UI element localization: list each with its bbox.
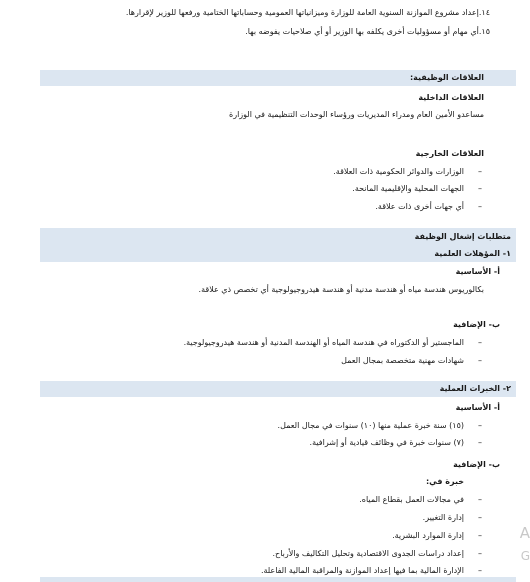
- experience-in-item: إعداد دراسات الجدوى الاقتصادية وتحليل التكاليف والأرباح.: [272, 549, 464, 558]
- external-relations-title: العلاقات الخارجية: [415, 149, 484, 158]
- external-item: الجهات المحلية والإقليمية المانحة.: [352, 184, 464, 193]
- bullet-dash: –: [478, 202, 482, 211]
- bullet-dash: –: [478, 495, 482, 504]
- bullet-dash: –: [478, 438, 482, 447]
- experience-title: ٢- الخبرات العملية: [439, 384, 511, 393]
- experience-in-label: خبرة في:: [425, 477, 464, 486]
- task-item-15: ١٥.أي مهام أو مسؤوليات أخرى يكلفه بها الوزير أو أي صلاحيات يفوضه بها.: [245, 27, 490, 36]
- bullet-dash: –: [478, 566, 482, 575]
- qualifications-additional-label: ب- الإضافية: [453, 320, 500, 329]
- edge-glyph: A: [519, 524, 530, 542]
- qualifications-basic-label: أ- الأساسية: [455, 267, 500, 276]
- bullet-dash: –: [478, 421, 482, 430]
- experience-basic-item: (١٥) سنة خبرة عملية منها (١٠) سنوات في مجال العمل.: [277, 421, 464, 430]
- experience-in-item: في مجالات العمل بقطاع المياه.: [359, 495, 464, 504]
- external-item: الوزارات والدوائر الحكومية ذات العلاقة.: [333, 167, 464, 176]
- qualifications-basic-text: بكالوريوس هندسة مياه أو هندسة مدنية أو هندسة هيدروجيولوجية أي تخصص ذي علاقة.: [198, 285, 484, 294]
- experience-additional-label: ب- الإضافية: [453, 460, 500, 469]
- external-item: أي جهات أخرى ذات علاقة.: [375, 202, 464, 211]
- bullet-dash: –: [478, 531, 482, 540]
- experience-in-item: إدارة التغيير.: [422, 513, 464, 522]
- experience-in-item: الإدارة المالية بما فيها إعداد الموازنة والمراقبة المالية الفاعلة.: [260, 566, 464, 575]
- experience-basic-item: (٧) سنوات خبرة في وظائف قيادية أو إشرافية.: [309, 438, 464, 447]
- bullet-dash: –: [478, 167, 482, 176]
- bullet-dash: –: [478, 549, 482, 558]
- experience-basic-label: أ- الأساسية: [455, 403, 500, 412]
- internal-relations-text: مساعدو الأمين العام ومدراء المديريات ورؤساء الوحدات التنظيمية في الوزارة: [229, 110, 484, 119]
- qualification-additional-item: شهادات مهنية متخصصة بمجال العمل: [341, 356, 464, 365]
- edge-glyph: G: [520, 549, 530, 563]
- qualifications-title: ١- المؤهلات العلمية: [434, 249, 511, 258]
- bullet-dash: –: [478, 513, 482, 522]
- bullet-dash: –: [478, 356, 482, 365]
- task-item-14: ١٤.إعداد مشروع الموازنة السنوية العامة للوزارة وميزانياتها العمومية وحساباتها الختامية ورفعها للوزير لإقرارها.: [125, 8, 490, 17]
- experience-in-item: إدارة الموارد البشرية.: [392, 531, 464, 540]
- bullet-dash: –: [478, 338, 482, 347]
- bullet-dash: –: [478, 184, 482, 193]
- section-band-bottom: [40, 577, 516, 582]
- qualification-additional-item: الماجستير أو الدكتوراه في هندسة المياه أو الهندسة المدنية أو هندسة هيدروجيولوجية.: [183, 338, 464, 347]
- relations-header: العلاقات الوظيفية:: [409, 73, 484, 82]
- requirements-header: متطلبات إشغال الوظيفة: [414, 232, 511, 241]
- internal-relations-title: العلاقات الداخلية: [418, 93, 484, 102]
